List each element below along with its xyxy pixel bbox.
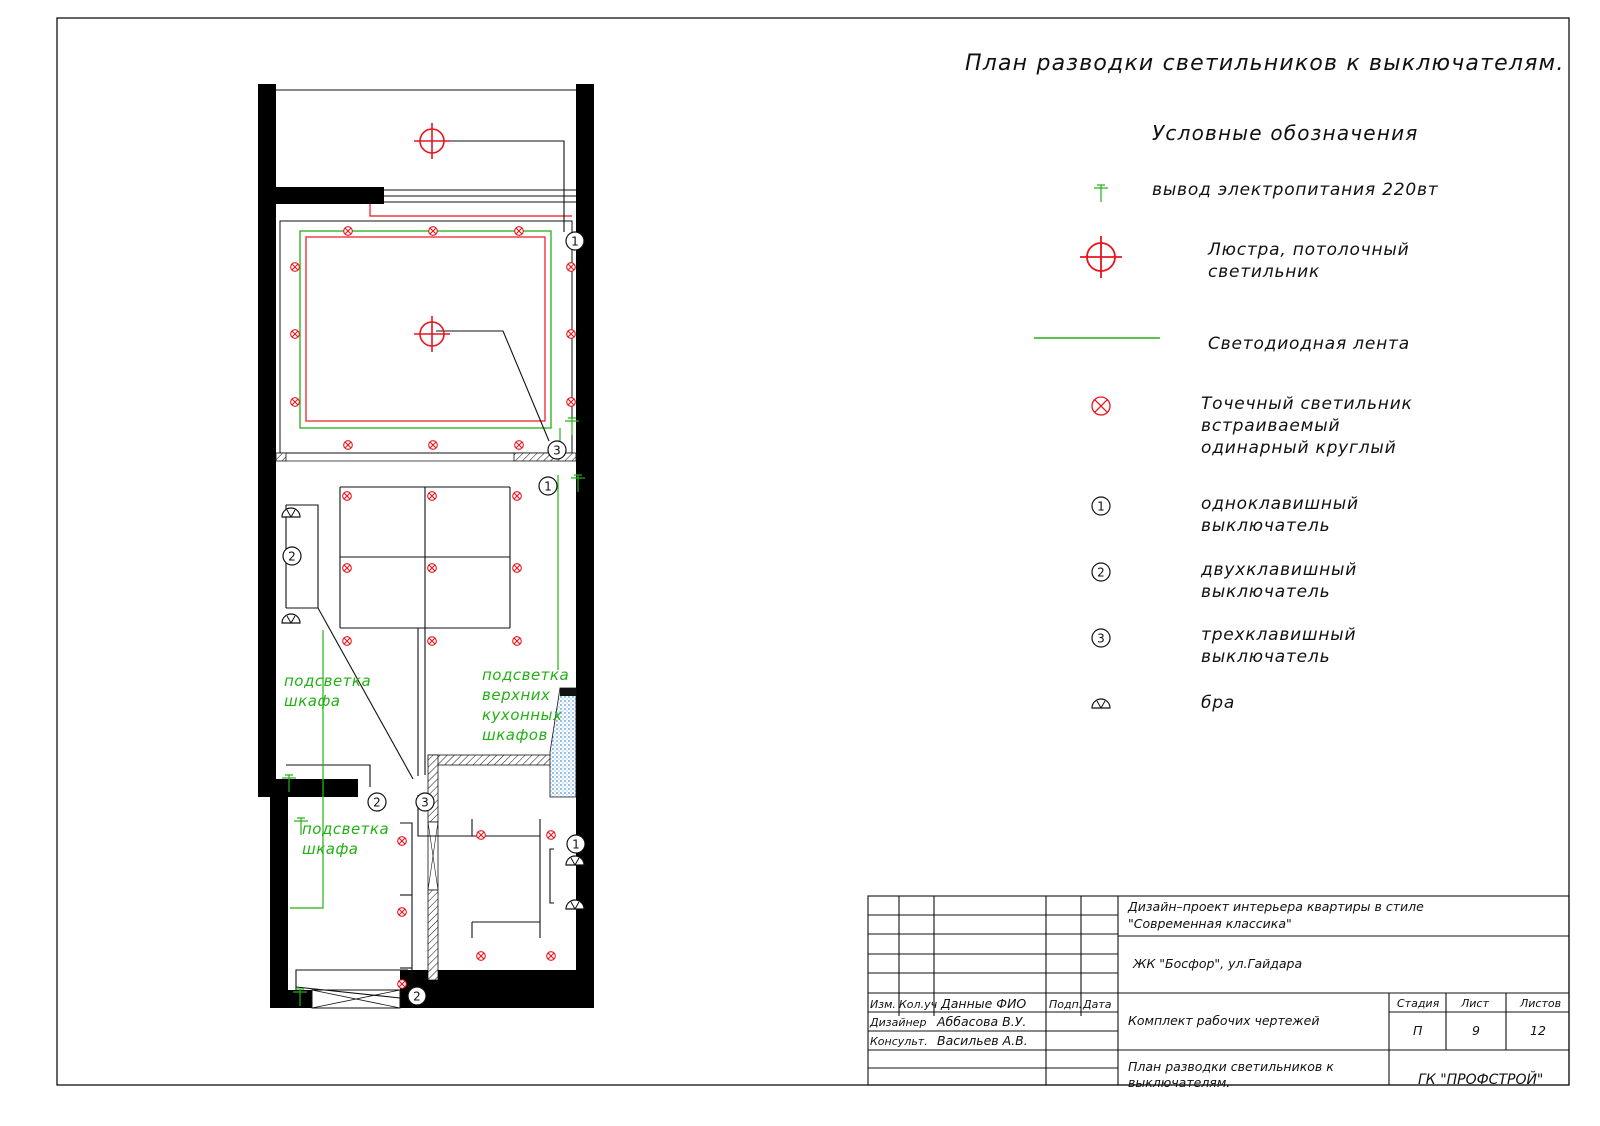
switch-3-icon	[1092, 629, 1110, 647]
legend-label: Люстра, потолочный	[1208, 240, 1410, 260]
svg-text:2: 2	[288, 549, 296, 564]
switch-2-icon	[408, 987, 426, 1005]
spotlight-icon	[1092, 397, 1110, 415]
legend-label: выключатель	[1201, 647, 1331, 667]
legend-heading: Условные обозначения	[1152, 121, 1419, 145]
svg-text:1: 1	[1097, 499, 1105, 514]
sconce-icon	[1092, 699, 1110, 708]
sheet-title-line1: План разводки светильников к	[1128, 1059, 1334, 1074]
switch-2-icon	[368, 793, 386, 811]
svg-text:кухонных: кухонных	[482, 706, 563, 724]
drawing-set-name: Комплект рабочих чертежей	[1128, 1013, 1320, 1028]
stage-label: Стадия	[1397, 997, 1440, 1010]
svg-text:подсветка: подсветка	[482, 666, 570, 684]
switch-2-icon	[1092, 563, 1110, 581]
col-izm: Изм.	[870, 998, 896, 1011]
wall-balcony	[276, 187, 384, 204]
legend-label: выключатель	[1201, 516, 1331, 536]
title-block-text	[869, 899, 1561, 1090]
legend-label: Светодиодная лента	[1208, 334, 1410, 354]
legend-label: бра	[1201, 693, 1236, 713]
sheet-label: Лист	[1461, 997, 1489, 1010]
legend-label: светильник	[1208, 262, 1321, 282]
kitchen-column-hatch	[550, 688, 576, 797]
svg-text:3: 3	[553, 443, 561, 458]
svg-text:2: 2	[413, 989, 421, 1004]
drawing-title: План разводки светильников к выключателям.	[965, 51, 1565, 76]
svg-text:подсветка: подсветка	[302, 820, 390, 838]
legend-label: Точечный светильник	[1201, 394, 1413, 414]
svg-text:подсветка: подсветка	[284, 672, 372, 690]
sconce-icon	[282, 614, 300, 623]
project-style: "Современная классика"	[1128, 916, 1292, 931]
wall-right	[576, 84, 594, 1008]
wall-left-upper	[258, 84, 276, 797]
svg-text:шкафа: шкафа	[284, 692, 341, 710]
svg-text:3: 3	[421, 795, 429, 810]
sheets-label: Листов	[1520, 997, 1562, 1010]
consultant-role: Консульт.	[870, 1035, 928, 1048]
switch-1-icon	[1092, 497, 1110, 515]
bathroom-wall-left	[428, 755, 438, 822]
switch-3-icon	[548, 441, 566, 459]
project-title: Дизайн–проект интерьера квартиры в стиле	[1128, 899, 1424, 914]
svg-text:1: 1	[572, 837, 580, 852]
legend-label: одноклавишный	[1201, 494, 1359, 514]
col-date: Дата	[1083, 998, 1112, 1011]
switch-1-icon	[566, 232, 584, 250]
sheet-title-line2: выключателям.	[1128, 1075, 1231, 1090]
designer-name: Аббасова В.У.	[937, 1014, 1027, 1029]
svg-text:верхних: верхних	[482, 686, 551, 704]
svg-text:1: 1	[544, 479, 552, 494]
spotlights-living	[291, 227, 576, 450]
col-fio: Данные ФИО	[941, 996, 1027, 1011]
legend-label: выключатель	[1201, 582, 1331, 602]
power-outlet-icon	[1094, 185, 1108, 202]
svg-text:2: 2	[373, 795, 381, 810]
svg-text:2: 2	[1097, 565, 1105, 580]
svg-text:3: 3	[1097, 631, 1105, 646]
floor-plan	[258, 84, 594, 1008]
chandelier-icon	[1080, 236, 1122, 278]
sheets-value: 12	[1530, 1023, 1546, 1038]
designer-role: Дизайнер	[870, 1016, 927, 1029]
consultant-name: Васильев А.В.	[937, 1033, 1028, 1048]
legend-label: вывод электропитания 220вт	[1152, 180, 1439, 200]
wall-partition	[276, 779, 358, 797]
sheet-value: 9	[1472, 1023, 1480, 1038]
wall-bottom-left	[270, 990, 312, 1008]
wardrobe-light-label	[284, 672, 371, 710]
switch-3-icon	[416, 793, 434, 811]
svg-text:шкафов: шкафов	[482, 726, 548, 744]
legend-label: встраиваемый	[1201, 416, 1341, 436]
legend-label: трехклавишный	[1201, 625, 1357, 645]
stage-value: П	[1413, 1023, 1423, 1038]
switch-1-icon	[539, 477, 557, 495]
legend-label: двухклавишный	[1201, 560, 1358, 580]
col-sign: Подп.	[1049, 998, 1083, 1011]
company-name: ГК "ПРОФСТРОЙ"	[1418, 1072, 1544, 1088]
spotlights-kitchen	[343, 492, 522, 646]
svg-text:1: 1	[571, 234, 579, 249]
col-koluch: Кол.уч	[899, 998, 938, 1011]
wall-left-lower	[270, 779, 288, 1008]
chandelier-icon	[414, 123, 450, 159]
wiring	[286, 141, 564, 998]
legend-label: одинарный круглый	[1201, 438, 1397, 458]
svg-text:шкафа: шкафа	[302, 840, 359, 858]
chandelier-icon	[414, 316, 450, 352]
wardrobe-light-label-2	[302, 820, 389, 858]
project-address: ЖК "Босфор", ул.Гайдара	[1133, 956, 1303, 971]
switch-2-icon	[283, 547, 301, 565]
sconce-icon	[282, 508, 300, 517]
led-strip-ceiling	[300, 231, 551, 428]
spotlights-bathroom	[398, 831, 556, 989]
legend	[1034, 121, 1439, 713]
switch-1-icon	[567, 835, 585, 853]
